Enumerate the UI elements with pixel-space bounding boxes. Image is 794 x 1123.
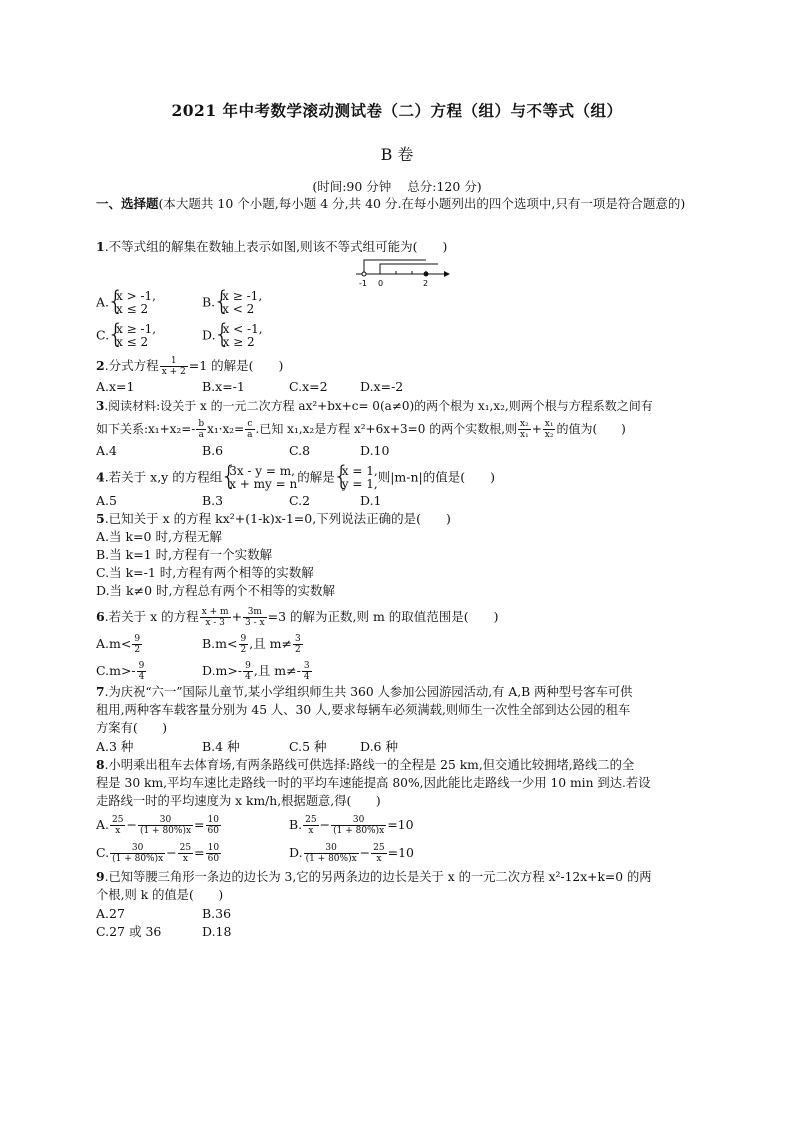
option-b[interactable]: B.m< $\frac{9}{2}$ ,且 m≠ $\frac{3}{2}$: [202, 634, 301, 655]
question-2: 2.分式方程 $\frac{1}{x + 2}$ =1 的解是( ): [96, 356, 284, 377]
fraction: $\frac{10}{60}$: [207, 815, 219, 836]
fraction: $\frac{25}{x}$: [179, 843, 192, 864]
section-instructions: [96, 195, 706, 212]
question-7-line-2: 租用,两种客车载客量分别为 45 人、30 人,要求每辆车必须满载,则师生一次性全部到达公园的租车: [96, 703, 631, 717]
option-b[interactable]: B.36: [202, 906, 232, 921]
option-a[interactable]: A.3 种: [96, 739, 134, 754]
option-d[interactable]: D.1: [360, 493, 382, 508]
question-1: [96, 239, 447, 255]
fraction: $\frac{10}{60}$: [207, 843, 220, 864]
exam-volume: B 卷: [380, 145, 414, 164]
fraction: $\frac{25}{x}$: [305, 815, 317, 836]
option-d[interactable]: D.18: [202, 924, 232, 939]
total-score: 总分:120 分): [407, 179, 482, 194]
question-9-line-2: 个根,则 k 的值是( ): [96, 888, 224, 902]
question-8-line-3: 走路线一时的平均速度为 x km/h,根据题意,得( ): [96, 794, 381, 808]
fraction: $\frac{x + m}{x - 3}$: [201, 607, 229, 628]
question-text: .不等式组的解集在数轴上表示如图,则该不等式组可能为( ): [104, 239, 448, 254]
axis-tick-label: 0: [378, 279, 384, 288]
option-a[interactable]: A.m< $\frac{9}{2}$: [96, 634, 141, 655]
question-7: 7.为庆祝“六一”国际儿童节,某小学组织师生共 360 人参加公园游园活动,有 A,B 两种型号客车可供: [96, 684, 633, 699]
number-line-figure: [350, 254, 450, 288]
fraction: $\frac{9}{4}$: [245, 661, 251, 682]
question-4: 4.若关于 x,y 的方程组 { 3x - y = m, x + my = n 的解是 { x = 1, y = 1, 则|m-n|的值是( ): [96, 465, 495, 491]
option-c[interactable]: C.当 k=-1 时,方程有两个相等的实数解: [96, 565, 314, 580]
option-c[interactable]: C.27 或 36: [96, 924, 162, 939]
option-b[interactable]: B.4 种: [202, 739, 240, 754]
inequality-system: { x ≥ -1, x < 2: [215, 290, 262, 316]
fraction: $\frac{9}{2}$: [240, 634, 247, 655]
option-b[interactable]: [202, 290, 262, 316]
option-b[interactable]: B. $\frac{25}{x}$ − $\frac{30}{(1 + 80\%)x}$ =10: [289, 815, 414, 836]
question-5: 5.已知关于 x 的方程 kx²+(1-k)x-1=0,下列说法正确的是( ): [96, 511, 451, 526]
question-8-line-2: 程是 30 km,平均车速比走路线一时的平均车速能提高 80%,因此能比走路线一少用 10 min 到达.若设: [96, 776, 651, 790]
option-a[interactable]: A.4: [96, 443, 117, 458]
option-c[interactable]: [96, 323, 156, 349]
fraction: $\frac{30}{(1 + 80\%)x}$: [112, 843, 164, 864]
solution-system: { x = 1, y = 1,: [335, 465, 378, 491]
option-b[interactable]: B.当 k=1 时,方程有一个实数解: [96, 547, 273, 562]
option-a[interactable]: A.x=1: [96, 379, 135, 394]
fraction: $\frac{\text{x₁}}{\text{x₂}}$: [544, 419, 554, 440]
option-c[interactable]: C.x=2: [289, 379, 328, 394]
option-label: B.: [202, 294, 216, 310]
option-d[interactable]: D.m>- $\frac{9}{4}$ ,且 m≠- $\frac{3}{4}$: [202, 661, 310, 682]
question-6: 6.若关于 x 的方程 $\frac{x + m}{x - 3}$ + $\frac{3m}{3 - x}$ =3 的解为正数,则 m 的取值范围是( ): [96, 607, 499, 628]
option-d[interactable]: D.当 k≠0 时,方程总有两个不相等的实数解: [96, 583, 335, 598]
option-c[interactable]: C.2: [289, 493, 311, 508]
fraction: $\frac{25}{x}$: [373, 843, 385, 864]
question-9: 9.已知等腰三角形一条边的边长为 3,它的另两条边的边长是关于 x 的一元二次方程 x²-12x+k=0 的两: [96, 869, 652, 884]
exam-title: 2021 年中考数学滚动测试卷（二）方程（组）与不等式（组）: [171, 101, 623, 120]
exam-meta: [0, 177, 794, 195]
fraction: $\frac{30}{(1 + 80\%)x}$: [139, 815, 192, 836]
fraction: $\frac{30}{(1 + 80\%)x}$: [305, 843, 357, 864]
fraction: $\frac{3}{2}$: [295, 634, 301, 655]
question-7-line-3: 方案有( ): [96, 721, 168, 735]
option-c[interactable]: C.5 种: [289, 739, 327, 754]
fraction: $\frac{\text{x₂}}{\text{x₁}}$: [520, 419, 529, 440]
inequality-system: { x > -1, x ≤ 2: [109, 290, 156, 316]
option-b[interactable]: B.x=-1: [202, 379, 245, 394]
option-c[interactable]: C.m>- $\frac{9}{4}$: [96, 661, 145, 682]
question-number: 6: [96, 609, 105, 624]
option-a[interactable]: A.当 k=0 时,方程无解: [96, 529, 222, 544]
option-label: C.: [96, 327, 110, 343]
option-a[interactable]: [96, 290, 156, 316]
option-label: A.: [96, 294, 110, 310]
fraction: $\frac{9}{4}$: [138, 661, 145, 682]
option-b[interactable]: B.6: [202, 443, 224, 458]
section-heading: 一、选择题: [96, 196, 159, 211]
question-number: 4: [96, 469, 105, 485]
fraction: $\frac{b}{a}$: [198, 419, 205, 440]
option-d[interactable]: D.6 种: [360, 739, 398, 754]
section-instructions-text: (本大题共 10 个小题,每小题 4 分,共 40 分.在每小题列出的四个选项中,只有一项是符合题意的): [158, 196, 686, 211]
question-number: 3: [96, 399, 105, 413]
equation-system: { 3x - y = m, x + my = n: [222, 465, 297, 491]
axis-tick-label: -1: [359, 279, 367, 288]
option-a[interactable]: A.27: [96, 906, 125, 921]
question-3: 3.阅读材料:设关于 x 的一元二次方程 ax²+bx+c= 0(a≠0)的两个根为 x₁,x₂,则两个根与方程系数之间有: [96, 399, 653, 413]
option-d[interactable]: D.10: [360, 443, 390, 458]
question-3-line-2: 如下关系:x₁+x₂=- $\frac{b}{a}$ x₁·x₂= $\frac{c}{a}$ .已知 x₁,x₂是方程 x²+6x+3=0 的两个实数根,则 $\frac{\text{x₂}}{\text{x₁}}$ + $\frac{\text{x₁}}{\text{x₂}}$ 的值为( ): [96, 419, 626, 440]
question-number: 9: [96, 869, 105, 884]
question-8: 8.小明乘出租车去体育场,有两条路线可供选择:路线一的全程是 25 km,但交通比较拥堵,路线二的全: [96, 757, 635, 772]
fraction: $\frac{c}{a}$: [247, 419, 253, 440]
option-label: D.: [202, 327, 216, 343]
question-number: 5: [96, 511, 105, 526]
question-number: 1: [96, 239, 105, 254]
option-c[interactable]: C.8: [289, 443, 311, 458]
fraction: $\frac{30}{(1 + 80\%)x}$: [333, 815, 385, 836]
fraction: $\frac{1}{x + 2}$: [161, 356, 186, 377]
option-d[interactable]: [202, 323, 263, 349]
fraction: $\frac{9}{2}$: [134, 634, 141, 655]
question-number: 8: [96, 757, 105, 772]
option-a[interactable]: A.5: [96, 493, 117, 508]
inequality-system: { x < -1, x ≥ 2: [216, 323, 263, 349]
time-limit: (时间:90 分钟: [312, 179, 392, 194]
fraction: $\frac{3}{4}$: [303, 661, 310, 682]
fraction: $\frac{3m}{3 - x}$: [245, 607, 265, 628]
option-a[interactable]: A. $\frac{25}{x}$ − $\frac{30}{(1 + 80\%)x}$ = $\frac{10}{60}$: [96, 815, 219, 836]
option-b[interactable]: B.3: [202, 493, 224, 508]
option-c[interactable]: C. $\frac{30}{(1 + 80\%)x}$ − $\frac{25}{x}$ = $\frac{10}{60}$: [96, 843, 220, 864]
question-number: 7: [96, 684, 105, 699]
inequality-system: { x ≥ -1, x ≤ 2: [109, 323, 156, 349]
option-d[interactable]: D. $\frac{30}{(1 + 80\%)x}$ − $\frac{25}{x}$ =10: [289, 843, 414, 864]
axis-tick-label: 2: [423, 279, 429, 288]
fraction: $\frac{25}{x}$: [112, 815, 124, 836]
question-number: 2: [96, 358, 105, 373]
option-d[interactable]: D.x=-2: [360, 379, 404, 394]
